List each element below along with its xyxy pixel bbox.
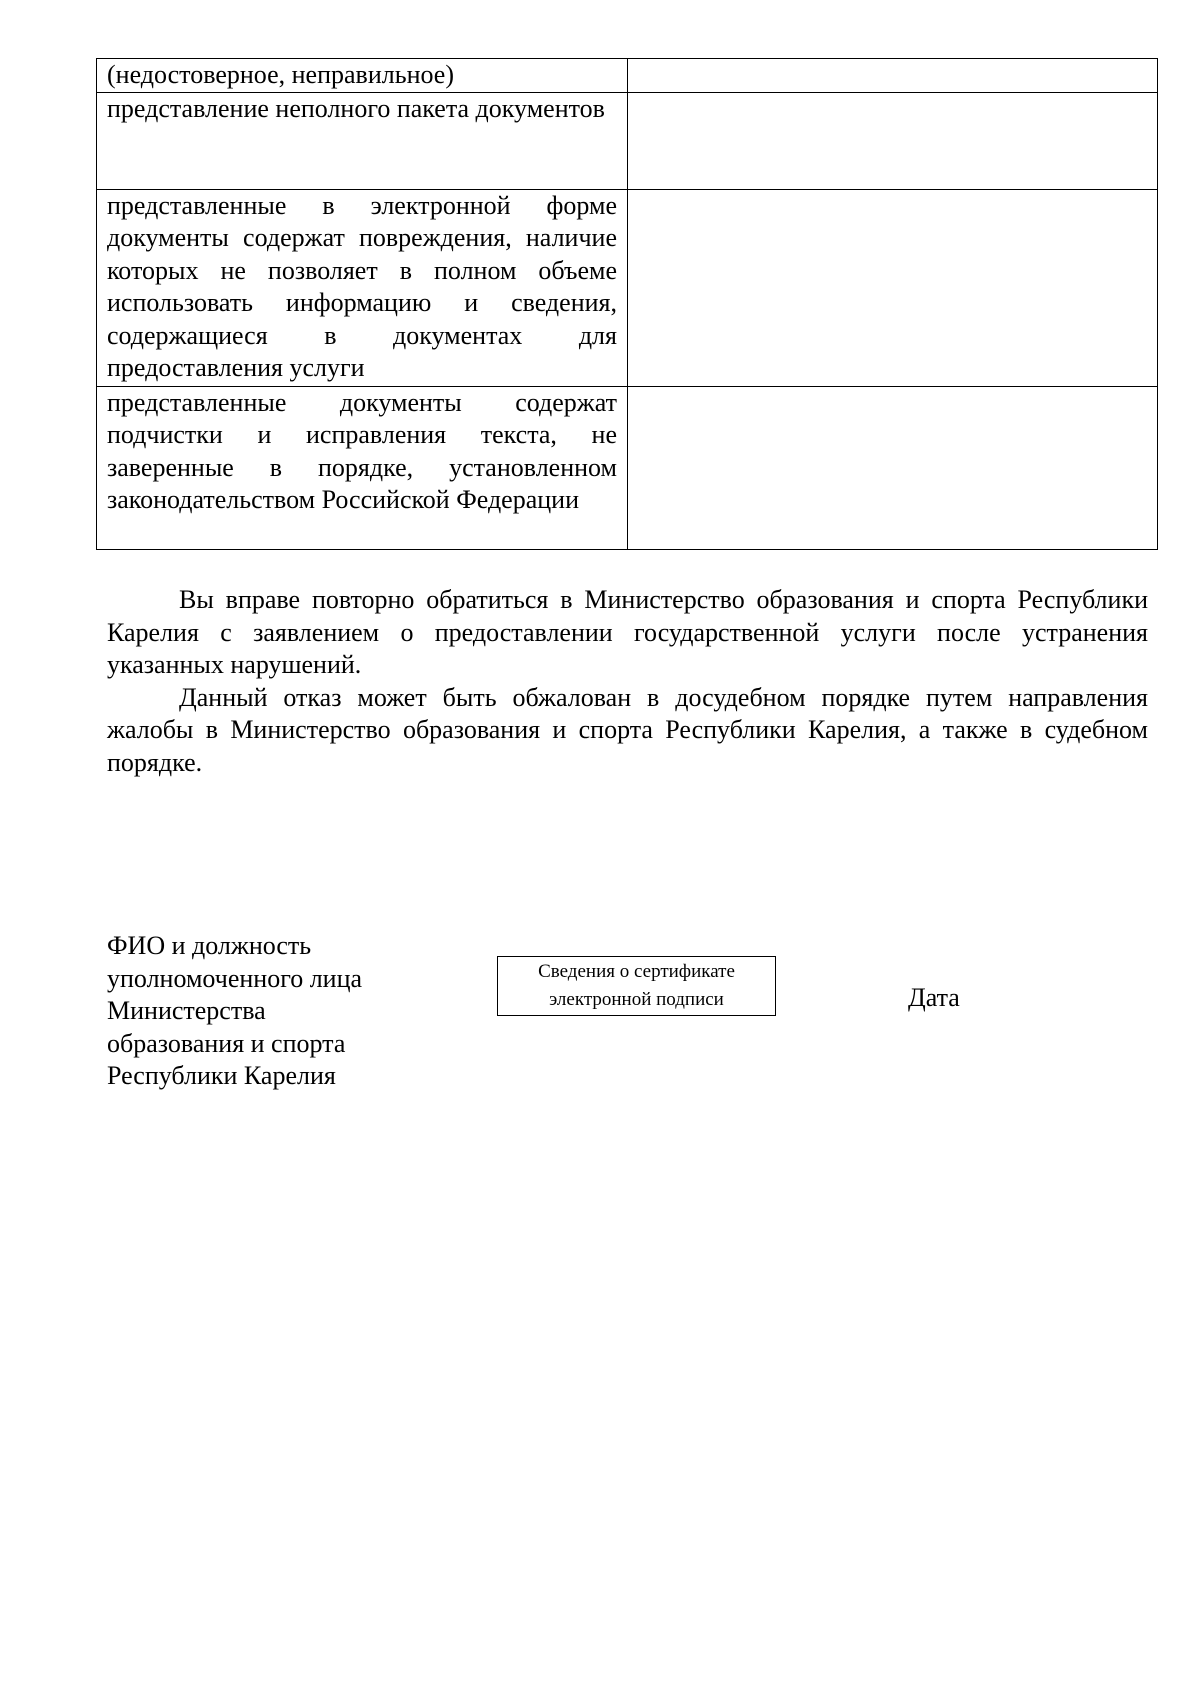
refusal-reasons-table [96,58,1158,550]
explanation-cell [628,59,1158,93]
reason-cell: представленные документы содержат подчистки и исправления текста, не заверенные в порядке, установленном законодательством Российской Федерации [97,386,628,549]
body-text [107,584,1148,779]
date-label: Дата [908,983,960,1012]
explanation-cell [628,189,1158,386]
official-line: Министерства [107,996,266,1025]
explanation-cell [628,386,1158,549]
table-row [97,189,1158,386]
certificate-line: Сведения о сертификате [538,961,735,982]
reason-cell: представление неполного пакета документов [97,92,628,189]
official-line: образования и спорта [107,1028,346,1058]
appeal-paragraph: Данный отказ может быть обжалован в досудебном порядке путем направления жалобы в Министерство образования и спорта Республики Карелия, а также в судебном порядке. [107,682,1148,777]
reason-cell: (недостоверное, неправильное) [97,59,628,93]
reason-cell: представленные в электронной форме документы содержат повреждения, наличие которых не позволяет в полном объеме использовать информацию и сведения, содержащиеся в документах для предоставления услуги [97,189,628,386]
table-row [97,92,1158,189]
official-line: ФИО и должность [107,931,312,960]
table-row [97,386,1158,549]
explanation-cell [628,92,1158,189]
e-signature-certificate-box [497,956,776,1016]
table-row [97,59,1158,93]
official-position-block [107,930,447,1093]
official-line: Республики Карелия [107,1061,336,1090]
official-line: уполномоченного лица [107,963,363,993]
certificate-line: электронной подписи [549,989,724,1010]
reapply-paragraph: Вы вправе повторно обратиться в Министерство образования и спорта Республики Карелия с заявлением о предоставлении государственной услуги после устранения указанных нарушений. [107,585,1148,679]
